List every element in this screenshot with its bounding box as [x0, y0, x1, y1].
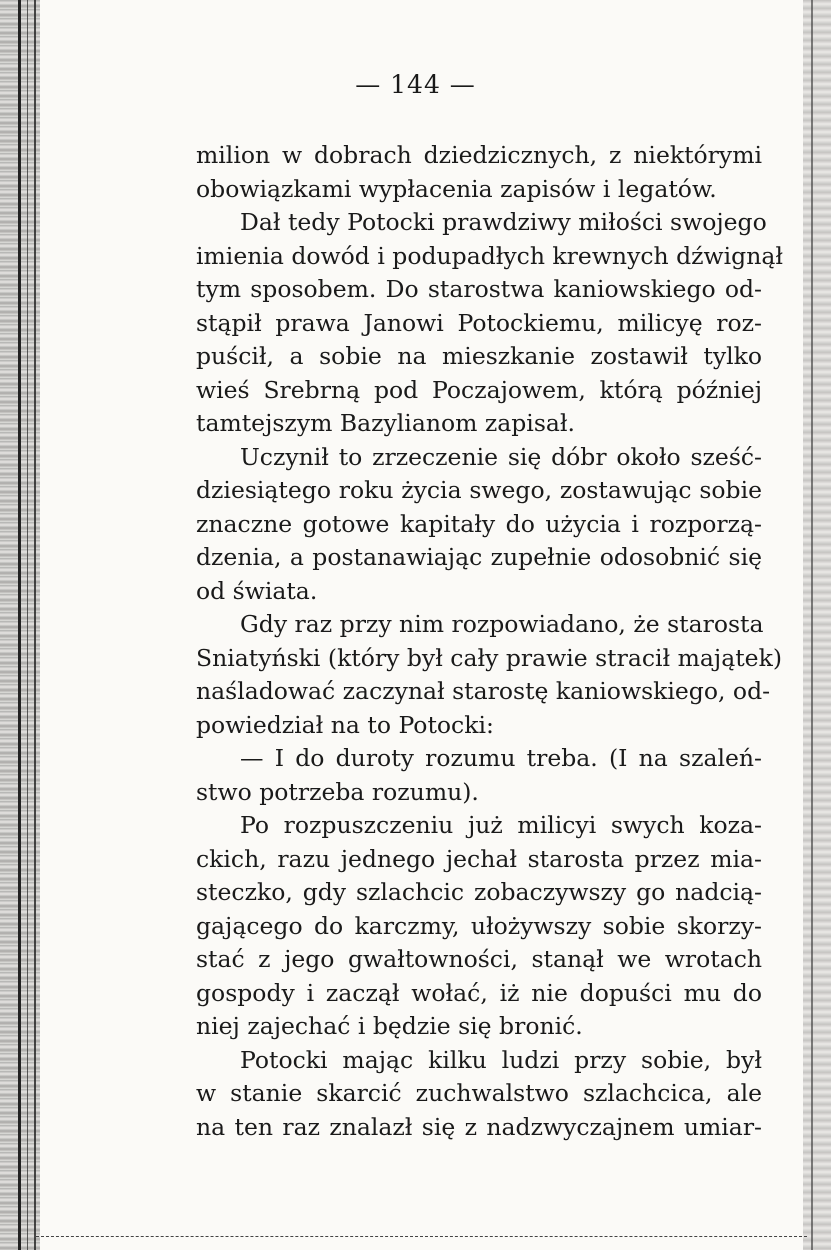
text-line: stwo potrzeba rozumu).: [196, 777, 479, 806]
text-line: od świata.: [196, 576, 318, 605]
text-line: stać z jego gwałtowności, stanął we wrotach: [196, 945, 762, 973]
page-bottom-edge: [36, 1236, 807, 1238]
page-number: — 144 —: [355, 70, 476, 99]
text-line: gającego do karczmy, ułożywszy sobie skorzy-: [196, 911, 762, 940]
text-line: gospody i zaczął wołać, iż nie dopuści mu do: [196, 978, 762, 1007]
text-line: milion w dobrach dziedzicznych, z niektórymi: [196, 141, 762, 169]
text-line: Uczynił to zrzeczenie się dóbr około sześć-: [240, 442, 762, 471]
text-line: Sniatyński (który był cały prawie stracił majątek): [196, 643, 782, 672]
text-line: imienia dowód i podupadłych krewnych dźwignął: [196, 241, 783, 270]
text-line: Dał tedy Potocki prawdziwy miłości swojego: [240, 208, 767, 236]
text-line: niej zajechać i będzie się bronić.: [196, 1012, 583, 1040]
binding-line: [18, 0, 21, 1250]
text-line: puścił, a sobie na mieszkanie zostawił tylko: [196, 342, 762, 370]
text-line: powiedział na to Potocki:: [196, 710, 494, 739]
text-line: steczko, gdy szlachcic zobaczywszy go nadcią-: [196, 878, 762, 906]
text-line: naśladować zaczynał starostę kaniowskiego, od-: [196, 677, 771, 705]
text-line: stąpił prawa Janowi Potockiemu, milicyę roz-: [196, 308, 762, 337]
binding-line: [34, 0, 36, 1250]
body-text: [196, 139, 783, 1144]
text-line: dzenia, a postanawiając zupełnie odosobnić się: [196, 543, 762, 571]
text-line: w stanie skarcić zuchwalstwo szlachcica, ale: [196, 1079, 762, 1107]
text-line: dziesiątego roku życia swego, zostawując sobie: [196, 476, 762, 504]
text-line: Po rozpuszczeniu już milicyi swych koza-: [240, 811, 762, 839]
text-line: znaczne gotowe kapitały do użycia i rozporzą-: [196, 509, 762, 538]
text-line: na ten raz znalazł się z nadzwyczajnem umiar-: [196, 1112, 762, 1141]
text-line: — I do duroty rozumu treba. (I na szaleń-: [240, 744, 762, 772]
text-line: Potocki mając kilku ludzi przy sobie, był: [240, 1045, 762, 1074]
binding-line: [27, 0, 28, 1250]
text-line: ckich, razu jednego jechał starosta przez mia-: [196, 844, 762, 873]
text-line: tamtejszym Bazylianom zapisał.: [196, 409, 575, 437]
page-edge-shadow: [803, 0, 831, 1250]
page-edge-line: [811, 0, 813, 1250]
text-line: obowiązkami wypłacenia zapisów i legatów.: [196, 174, 717, 203]
text-line: wieś Srebrną pod Poczajowem, którą później: [196, 375, 762, 404]
text-line: tym sposobem. Do starostwa kaniowskiego od-: [196, 275, 762, 303]
text-line: Gdy raz przy nim rozpowiadano, że starosta: [240, 610, 764, 638]
